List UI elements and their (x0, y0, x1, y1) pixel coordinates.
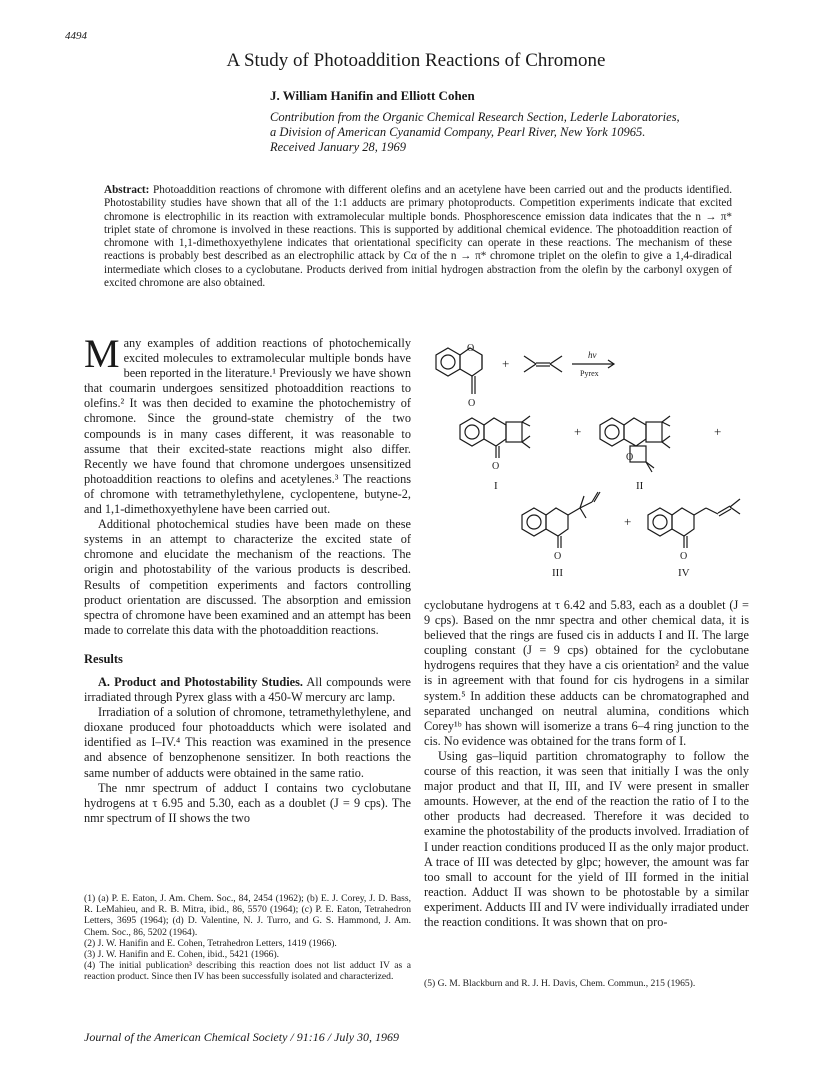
results-paragraph-3: The nmr spectrum of adduct I contains two cyclobutane hydrogens at τ 6.95 and 5.30, each as a doublet (J = 9 cps). The nmr spectrum of II shows the two (84, 780, 411, 825)
adduct-IV-structure (648, 499, 740, 579)
ring-oxygen-label: O (467, 343, 475, 354)
footnote-4: (4) The initial publication³ describing this reaction does not list adduct IV as a reaction product. Since then IV has been successfully isolated and characterized. (84, 960, 411, 983)
intro-paragraph-2: Additional photochemical studies have been made on these systems in an attempt to characterize the excited state of chromone and elucidate the mechanism of the reactions. The origin and photostability of the various products is described. Results of competition experiments and factors controlling product orientation are discussed. The absorption and emission spectra of chromone have been examined and an attempt has been made to correlate this data with the photoaddition reactions. (84, 517, 411, 637)
plus-sign: + (502, 356, 510, 371)
section-a-title: A. Product and Photostability Studies. (98, 674, 303, 689)
affiliation (270, 110, 770, 155)
adduct-II-oxygen-label: O (626, 452, 634, 463)
plus-sign-2: + (574, 424, 582, 439)
right-paragraph-1: cyclobutane hydrogens at τ 6.42 and 5.83, each as a doublet (J = 9 cps). Based on the nmr spectra and other chemical data, it is believed that the rings are fused cis in adducts I and II. The large coupling constant (J = 9 cps) obtained for the cyclobutane hydrogens requires that they have a cis orientation² and the value is in agreement with that found for cis hydrogens in a similar system.⁵ In addition these adducts can be chromatographed and separated unchanged on neutral alumina, conditions which Corey¹ᵇ has shown will isomerize a trans 6–4 ring junction to the cis. No evidence was obtained for the trans form of I. (424, 598, 749, 748)
chromone-structure (436, 343, 482, 409)
adduct-I-label: I (494, 480, 498, 492)
received-date: Received January 28, 1969 (270, 140, 407, 154)
carbonyl-oxygen-label: O (468, 398, 476, 409)
intro-paragraph-1-text: any examples of addition reactions of photochemically excited molecules to extramolecular multiple bonds have been reported in the literature.¹ Previously we have shown that coumarin undergoes sensitized photoaddition reactions to olefins.² It was then decided to examine the photochemistry of chromone. Since the ground-state chemistry of the two compounds is in many cases different, it was reasonable to assume that their excited-state reactions might also differ. Recently we have found that chromone undergoes unsensitized photoaddition reactions to olefins and acetylenes.³ The reactions of chromone with tetramethylethylene, cyclopentene, butyne-2, and 1,1-dimethoxyethylene have been carried out. (84, 336, 411, 517)
plus-sign-3: + (714, 424, 722, 439)
page-number: 4494 (65, 30, 87, 42)
adduct-II-structure (600, 416, 670, 492)
adduct-III-structure (522, 492, 600, 579)
abstract-label: Abstract: (104, 184, 150, 196)
light-label: hν (588, 350, 597, 360)
plus-sign-4: + (624, 514, 632, 529)
adduct-IV-label: IV (678, 567, 690, 579)
footnote-5: (5) G. M. Blackburn and R. J. H. Davis, Chem. Commun., 215 (1965). (424, 978, 696, 989)
footnote-1: (1) (a) P. E. Eaton, J. Am. Chem. Soc., 84, 2454 (1962); (b) E. J. Corey, J. D. Bass, R. LeMahieu, and R. B. Mitra, ibid., 86, 5570 (1964); (c) P. E. Eaton, Tetrahedron Letters, 3695 (1964); (d) D. Valentine, N. J. Turro, and G. S. Hammond, J. Am. Chem. Soc., 86, 5202 (1964). (84, 893, 411, 938)
results-paragraph-2: Irradiation of a solution of chromone, tetramethylethylene, and dioxane produced four photoadducts which were isolated and identified as I–IV.⁴ This reaction was examined in the presence and absence of benzophenone sensitizer. In both reactions the same number of adducts were obtained in the same ratio. (84, 705, 411, 780)
right-paragraph-2: Using gas–liquid partition chromatography to follow the course of this reaction, it was seen that initially I was the only major product and that II, III, and IV were present in smaller amounts. However, at the end of the reaction the ratio of I to the other products had decreased. Therefore it was decided to examine the photostability of the products involved. Irradiation of I under reaction conditions produced II as the only major product. A trace of III was detected by glpc; however, the amount was far too small to account for the yield of III formed in the initial reaction. Adduct II was shown to be photostable by a similar experiment. Adducts III and IV were individually irradiated under the reaction conditions. It was shown that on pro- (424, 748, 749, 929)
condition-label: Pyrex (580, 369, 599, 378)
adduct-II-label: II (636, 480, 644, 492)
reaction-arrow (572, 350, 614, 378)
footnote-2: (2) J. W. Hanifin and E. Cohen, Tetrahedron Letters, 1419 (1966). (84, 937, 337, 949)
results-heading: Results (84, 651, 123, 666)
section-a-paragraph (84, 675, 411, 705)
adduct-I-oxygen-label: O (492, 461, 500, 472)
abstract-text: Photoaddition reactions of chromone with different olefins and an acetylene have been carried out and the products identified. Photostability studies have shown that all of the 1:1 adducts are primary photoproducts. Competition experiments indicate that excited chromone is electrophilic in its reaction with extramolecular multiple bonds. Phosphorescence emission data indicates that the n → π* triplet state of chromone is involved in these reactions. This is supported by additional chemical evidence. The photoaddition reaction of chromone with 1,1-dimethoxyethylene indicates that orientational specificity can operate in these reactions. The mechanism of these reactions is probably best described as an electrophilic attack by Cα of the n → π* chromone triplet on the olefin to give a 1,4-diradical intermediate which closes to a cyclobutane. Products derived from initial hydrogen abstraction from the olefin by the carbonyl oxygen of excited chromone are also obtained. (104, 184, 733, 290)
tetramethylethylene-structure (524, 356, 562, 372)
affiliation-line-2: a Division of American Cyanamid Company, Pearl River, New York 10965. (270, 125, 646, 139)
authors: J. William Hanifin and Elliott Cohen (270, 88, 475, 103)
footnotes-left (84, 893, 411, 983)
adduct-IV-oxygen-label: O (680, 551, 688, 562)
adduct-III-oxygen-label: O (554, 551, 562, 562)
reaction-scheme (424, 336, 749, 581)
affiliation-line-1: Contribution from the Organic Chemical Research Section, Lederle Laboratories, (270, 110, 680, 124)
footnote-3: (3) J. W. Hanifin and E. Cohen, ibid., 5421 (1966). (84, 949, 280, 961)
abstract (104, 184, 732, 290)
section-a-text: All compounds were irradiated through Pyrex glass with a 450-W mercury arc lamp. (84, 674, 411, 705)
adduct-III-label: III (552, 567, 563, 579)
article-title: A Study of Photoaddition Reactions of Chromone (226, 50, 606, 71)
intro-paragraph-1 (84, 331, 411, 517)
footnote-right (424, 978, 749, 989)
left-column (84, 331, 411, 826)
drop-cap: M (84, 331, 120, 376)
right-column (424, 598, 749, 930)
adduct-I-structure (460, 416, 530, 492)
journal-footer: Journal of the American Chemical Society / 91:16 / July 30, 1969 (84, 1030, 400, 1044)
